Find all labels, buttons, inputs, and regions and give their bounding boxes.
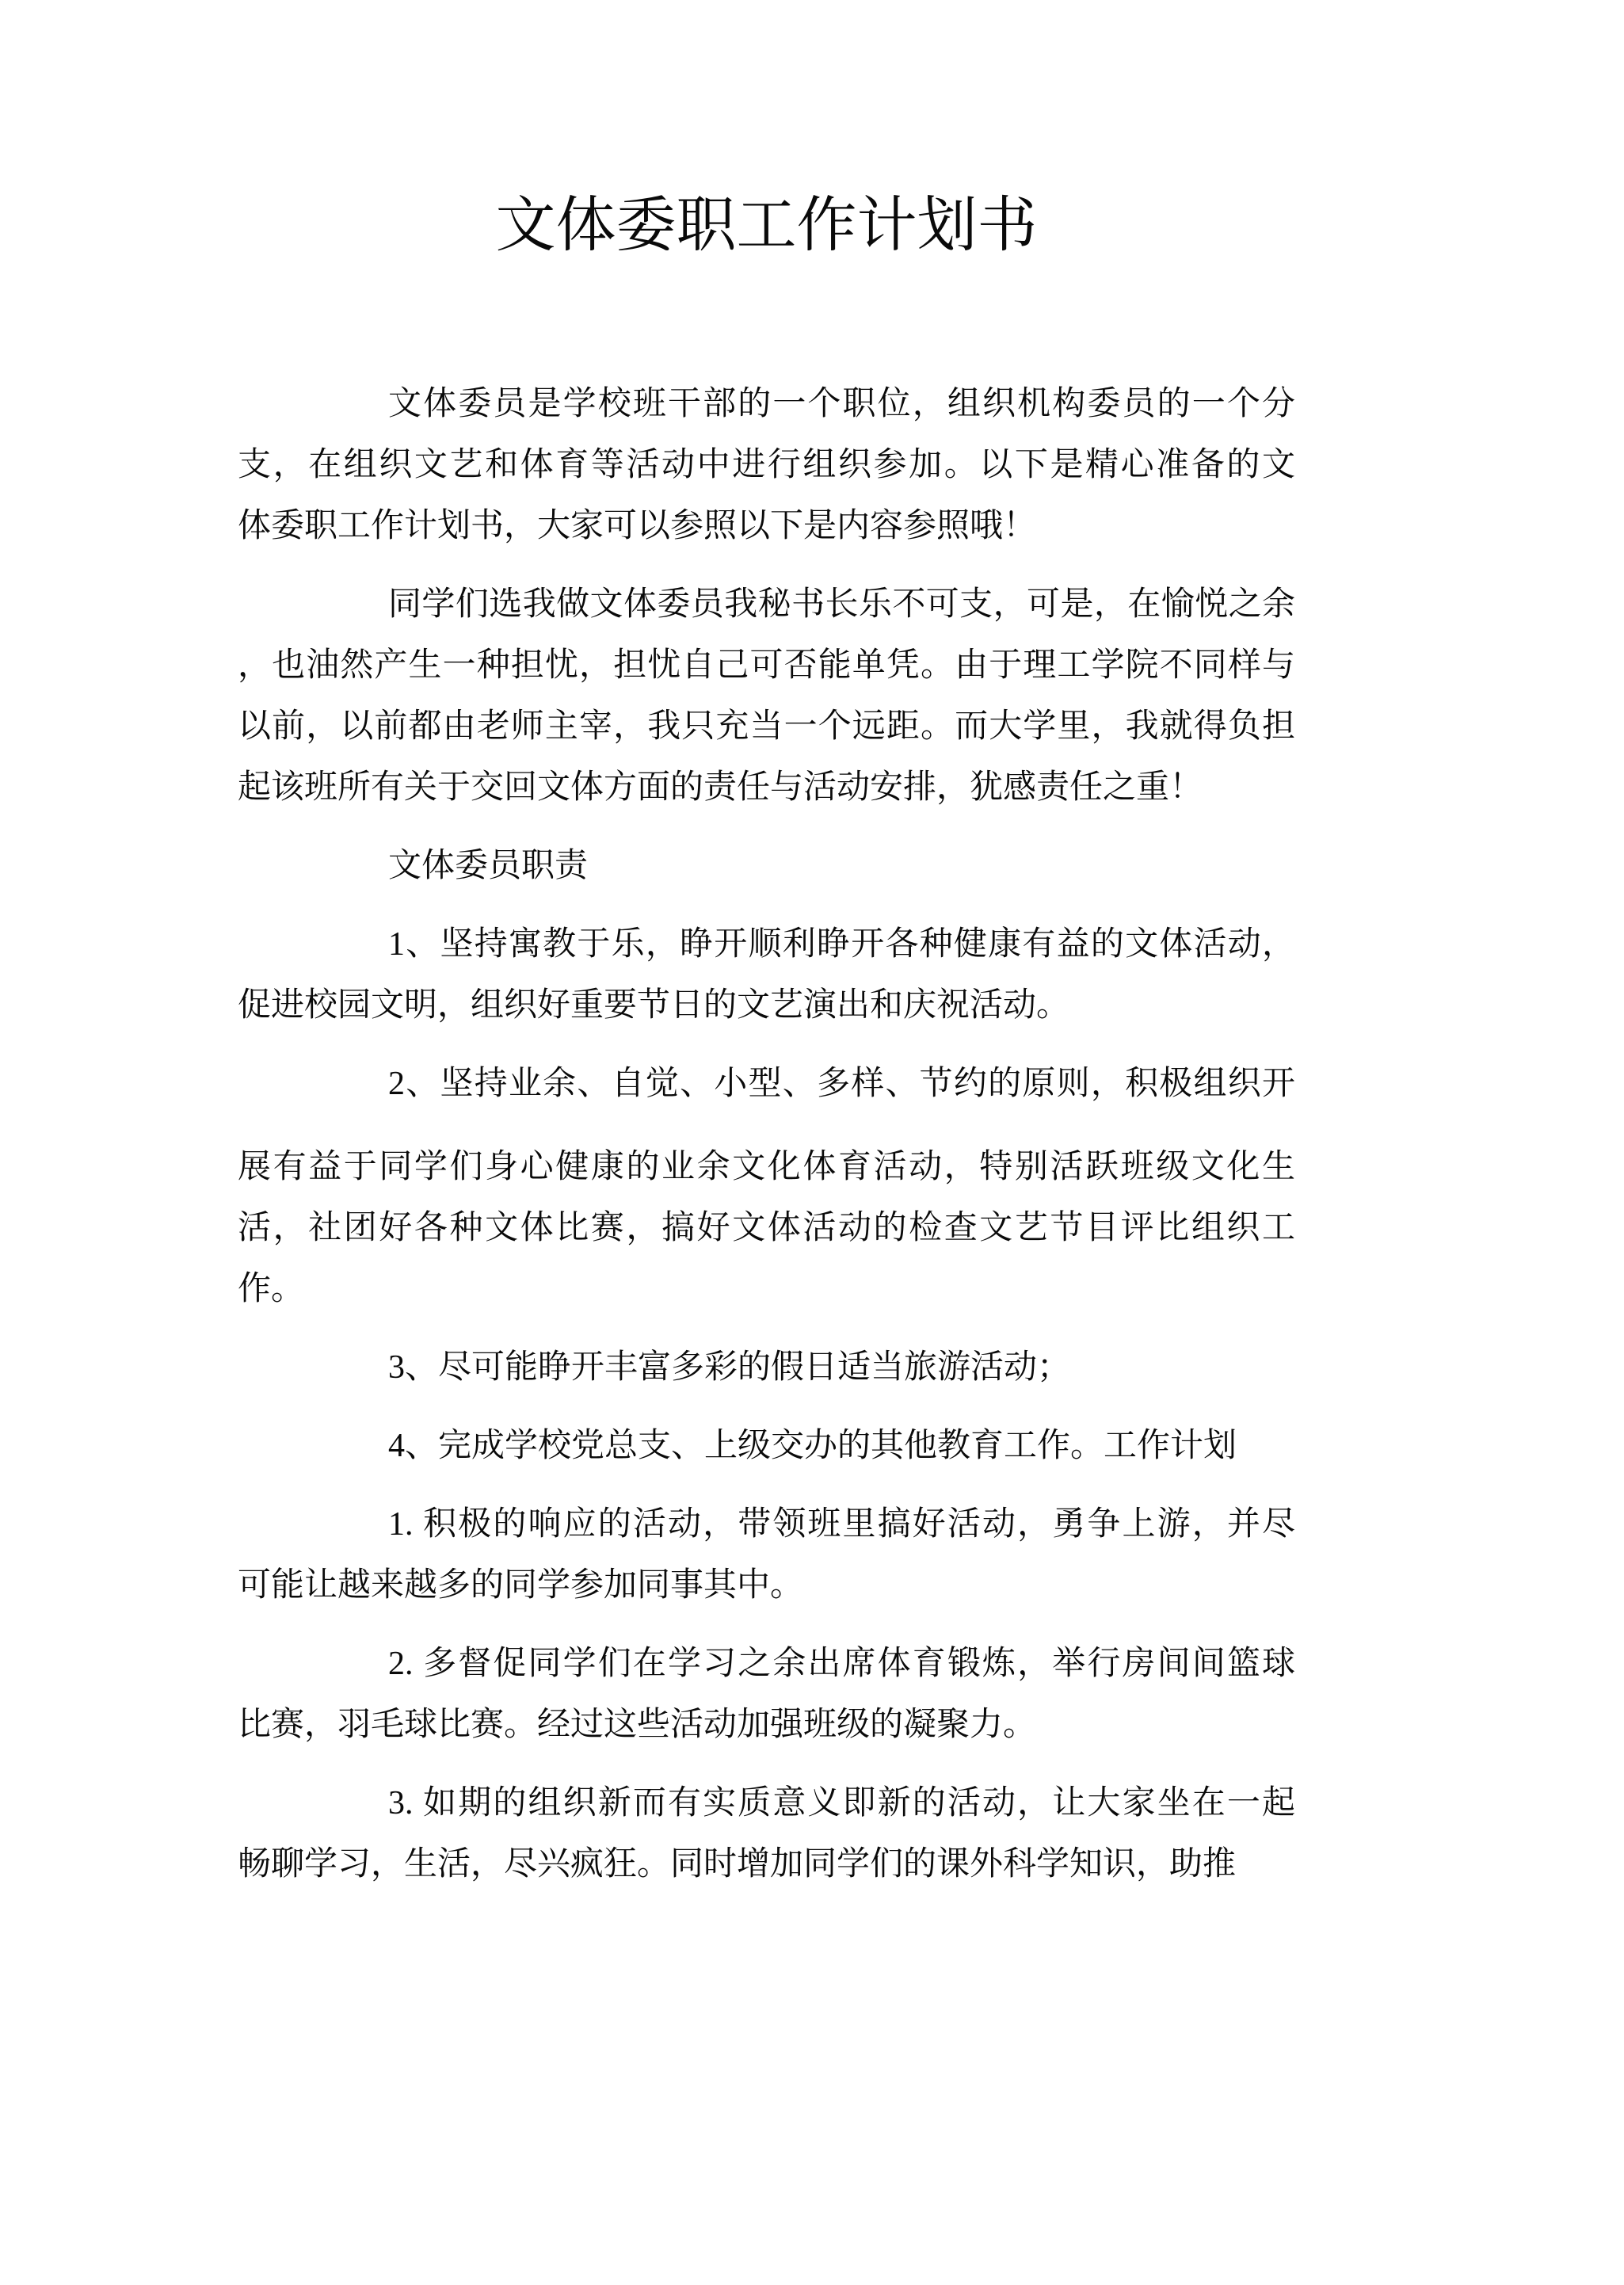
doc-line: 1、坚持寓教于乐，睁开顺利睁开各种健康有益的文体活动， <box>388 926 1295 963</box>
duty-item-3 <box>238 1337 1295 1398</box>
duty-item-2 <box>238 1054 1295 1320</box>
intro-paragraph <box>238 374 1295 557</box>
doc-line: 比赛，羽毛球比赛。经过这些活动加强班级的凝聚力。 <box>238 1707 1037 1743</box>
duty-item-1 <box>238 914 1295 1036</box>
doc-line: 文体委员是学校班干部的一个职位，组织机构委员的一个分 <box>388 386 1295 422</box>
doc-line: 3. 如期的组织新而有实质意义即新的活动，让大家坐在一起 <box>388 1785 1295 1822</box>
doc-line: 体委职工作计划书，大家可以参照以下是内容参照哦！ <box>238 508 1037 544</box>
doc-line: 2、坚持业余、自觉、小型、多样、节约的原则，积极组织开 <box>388 1066 1295 1102</box>
doc-line: 支，在组织文艺和体育等活动中进行组织参加。以下是精心准备的文 <box>238 447 1295 483</box>
duties-heading-paragraph <box>238 836 1295 897</box>
doc-line: ，也油然产生一种担忧，担忧自己可否能单凭。由于理工学院不同样与 <box>238 647 1295 684</box>
plan-item-2 <box>238 1634 1295 1756</box>
plan-item-3 <box>238 1773 1295 1895</box>
doc-line: 作。 <box>238 1271 305 1307</box>
doc-line: 1. 积极的响应的活动，带领班里搞好活动，勇争上游，并尽 <box>388 1506 1295 1543</box>
plan-item-1 <box>238 1494 1295 1616</box>
doc-line: 促进校园文明，组织好重要节日的文艺演出和庆祝活动。 <box>238 987 1070 1024</box>
doc-line: 3、尽可能睁开丰富多彩的假日适当旅游活动； <box>388 1349 1071 1386</box>
duty-item-4 <box>238 1416 1295 1477</box>
doc-line: 畅聊学习，生活，尽兴疯狂。同时增加同学们的课外科学知识，助推 <box>238 1846 1237 1883</box>
document-title: 文体委职工作计划书 <box>495 193 1038 259</box>
section-heading: 文体委员职责 <box>388 848 589 884</box>
doc-line: 同学们选我做文体委员我秘书长乐不可支，可是，在愉悦之余 <box>388 586 1295 623</box>
doc-line: 起该班所有关于交回文体方面的责任与活动安排，犹感责任之重！ <box>238 769 1203 806</box>
doc-line: 活，社团好各种文体比赛，搞好文体活动的检查文艺节目评比组织工 <box>238 1210 1295 1246</box>
doc-line: 以前，以前都由老师主宰，我只充当一个远距。而大学里，我就得负担 <box>238 708 1295 745</box>
doc-line: 4、完成学校党总支、上级交办的其他教育工作。工作计划 <box>388 1428 1237 1464</box>
document-page <box>0 182 1624 2285</box>
document-body <box>238 374 1295 1895</box>
doc-line: 2. 多督促同学们在学习之余出席体育锻炼，举行房间间篮球 <box>388 1646 1295 1682</box>
doc-line: 展有益于同学们身心健康的业余文化体育活动，特别活跃班级文化生 <box>238 1149 1295 1185</box>
preface-paragraph <box>238 574 1295 818</box>
doc-line: 可能让越来越多的同学参加同事其中。 <box>238 1567 804 1604</box>
